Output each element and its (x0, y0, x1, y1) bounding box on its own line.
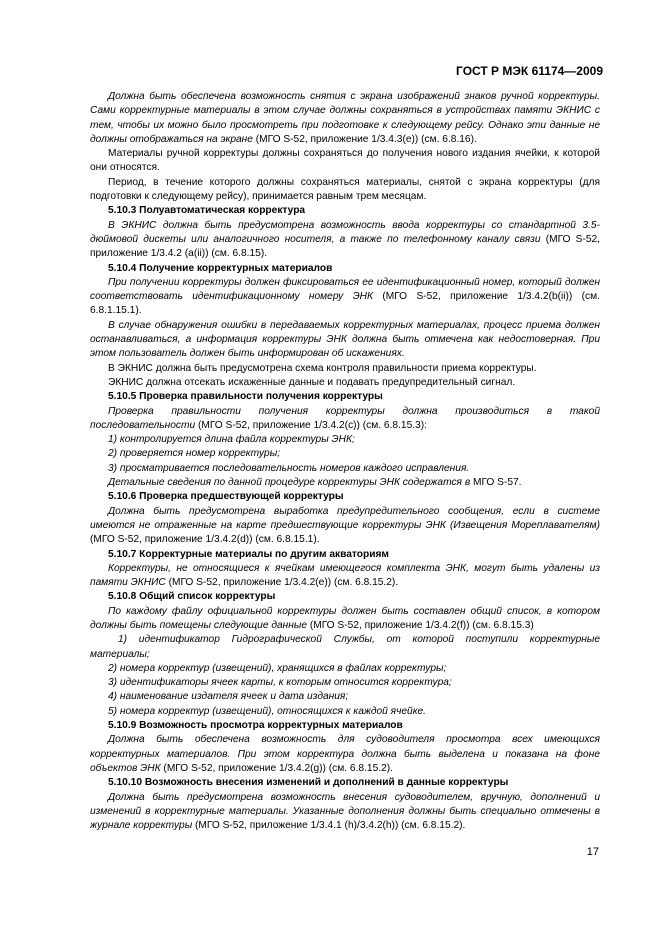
paragraph (90, 219, 600, 262)
section-heading: 5.10.7 Корректурные материалы по другим акваториям (108, 548, 389, 560)
reference-text: ЭКНИС должна отсекать искаженные данные и подавать предупредительный сигнал. (108, 376, 516, 388)
reference-text: (МГО S-52, приложение 1/3.4.2(f)) (см. 6.8.15.3) (309, 619, 534, 631)
reference-text: (МГО S-52, приложение 1/3.4.2(c)) (см. 6.8.15.3): (197, 419, 427, 431)
section-heading: 5.10.4 Получение корректурных материалов (108, 262, 333, 274)
reference-text: (МГО S-52, приложение 1/3.4.2 (a(ii)) (см. 6.8.15). (90, 233, 600, 260)
reference-text: (МГО S-52, приложение 1/3.4.2(d)) (см. 6.8.15.1). (90, 534, 320, 546)
italic-text: Проверка правильности получения корректуры должна производиться в такой последовательности (90, 405, 600, 431)
document-header: ГОСТ Р МЭК 61174—2009 (456, 64, 603, 78)
paragraph (90, 476, 600, 490)
paragraph (90, 605, 600, 634)
italic-text: 1) контролируется длина файла корректуры ЭНК; (108, 434, 355, 446)
paragraph (90, 376, 600, 390)
paragraph (90, 562, 600, 591)
italic-text: Должна быть обеспечена возможность снятия с экрана изображений знаков ручной корректуры. Сами корректурные материалы в этом случае должны сохраняться в устройствах памяти ЭКНИС с тем, чтобы их можно было просмотреть при подготовке к следующему рейсу. Однако эти данные не должны отображаться на экране (90, 91, 600, 145)
italic-text: При получении корректуры должен фиксироваться ее идентификационный номер, который должен соответствовать идентификационному номеру ЭНК (90, 276, 600, 303)
italic-text: 2) проверяется номер корректуры; (108, 448, 281, 460)
paragraph (90, 147, 600, 176)
paragraph (90, 276, 600, 319)
italic-text: Должна быть предусмотрена возможность внесения судоводителем, вручную, дополнений и изменений в корректурные материалы. Указанные дополнения должны быть специально отмечены в журнале корректуры (90, 791, 600, 832)
paragraph (90, 90, 600, 147)
section-heading: 5.10.5 Проверка правильности получения корректуры (108, 391, 383, 403)
page-number: 17 (586, 846, 599, 858)
italic-text: 3) просматривается последовательность номеров каждого исправления. (108, 462, 470, 474)
section-heading: 5.10.10 Возможность внесения изменений и дополнений в данные корректуры (108, 777, 509, 789)
italic-text: В ЭКНИС должна быть предусмотрена возможность ввода корректуры со стандартной 3.5-дюймовой дискеты или аналогичного носителя, а также по телефонному каналу связи (90, 219, 600, 245)
document-body (90, 90, 600, 833)
section-heading: 5.10.6 Проверка предшествующей корректуры (108, 491, 344, 503)
reference-text: (МГО S-52, приложение 1/3.4.3(e)) (см. 6.8.16). (255, 133, 477, 145)
italic-text: 5) номера корректур (извещений), относящихся к каждой ячейке. (108, 705, 427, 717)
list-item (90, 662, 600, 676)
reference-text: Период, в течение которого должны сохраняться материалы, снятой с экрана корректуры (для подготовки к следующему рейсу), принимается равным трем месяцам. (90, 176, 600, 203)
list-item (90, 633, 600, 662)
paragraph (90, 733, 600, 776)
reference-text: Материалы ручной корректуры должны сохраняться до получения нового издания ячейки, к которой они относятся. (90, 148, 600, 174)
list-item (90, 705, 600, 719)
list-item (90, 433, 600, 447)
reference-text: В ЭКНИС должна быть предусмотрена схема контроля правильности приема корректуры. (108, 362, 537, 374)
section-heading: 5.10.8 Общий список корректуры (108, 591, 276, 603)
reference-text: МГО S-57. (472, 477, 522, 489)
italic-text: Детальные сведения по данной процедуре корректуры ЭНК содержатся в (108, 477, 473, 489)
paragraph (90, 405, 600, 434)
italic-text: Корректуры, не относящиеся к ячейкам имеющегося комплекта ЭНК, могут быть удалены из памяти ЭКНИС (90, 562, 600, 589)
list-item (90, 676, 600, 690)
paragraph (90, 319, 600, 362)
italic-text: 4) наименование издателя ячеек и дата издания; (108, 691, 349, 703)
italic-text: 3) идентификаторы ячеек карты, к которым относится корректура; (108, 677, 452, 689)
italic-text: По каждому файлу официальной корректуры должен быть составлен общий список, в котором должны быть помещены следующие данные (90, 605, 600, 631)
paragraph (90, 176, 600, 205)
paragraph (90, 505, 600, 548)
italic-text: Должна быть предусмотрена выработка предупредительного сообщения, если в системе имеются не отраженные на карте предшествующие корректуры ЭНК (Извещения Мореплавателям) (90, 505, 600, 531)
italic-text: 2) номера корректур (извещений), хранящихся в файлах корректуры; (108, 662, 447, 674)
paragraph (90, 791, 600, 834)
list-item (90, 447, 600, 461)
list-item (90, 462, 600, 476)
paragraph (90, 362, 600, 376)
list-item (90, 690, 600, 704)
reference-text: (МГО S-52, приложение 1/3.4.2(e)) (см. 6.8.15.2). (168, 577, 399, 589)
italic-text: Должна быть обеспечена возможность для судоводителя просмотра всех имеющихся корректурных материалов. При этом корректура должна быть выделена и показана на фоне объектов ЭНК (90, 734, 600, 774)
reference-text: (МГО S-52, приложение 1/3.4.2(g)) (см. 6.8.15.2). (163, 762, 393, 774)
reference-text: (МГО S-52, приложение 1/3.4.2(b(ii)) (см. 6.8.1.15.1). (90, 291, 600, 317)
italic-text: В случае обнаружения ошибки в передаваемых корректурных материалах, процесс приема должен останавливаться, а информация корректуры ЭНК должна быть отмечена как недостоверная. При этом пользователь должен быть информирован об искажениях. (90, 319, 600, 360)
section-heading: 5.10.9 Возможность просмотра корректурных материалов (108, 720, 403, 732)
section-heading: 5.10.3 Полуавтоматическая корректура (108, 205, 306, 217)
reference-text: (МГО S-52, приложение 1/3.4.1 (h)/3.4.2(h)) (см. 6.8.15.2). (195, 820, 466, 832)
italic-text: 1) идентификатор Гидрографической Службы, от которой поступили корректурные материалы; (90, 634, 600, 660)
